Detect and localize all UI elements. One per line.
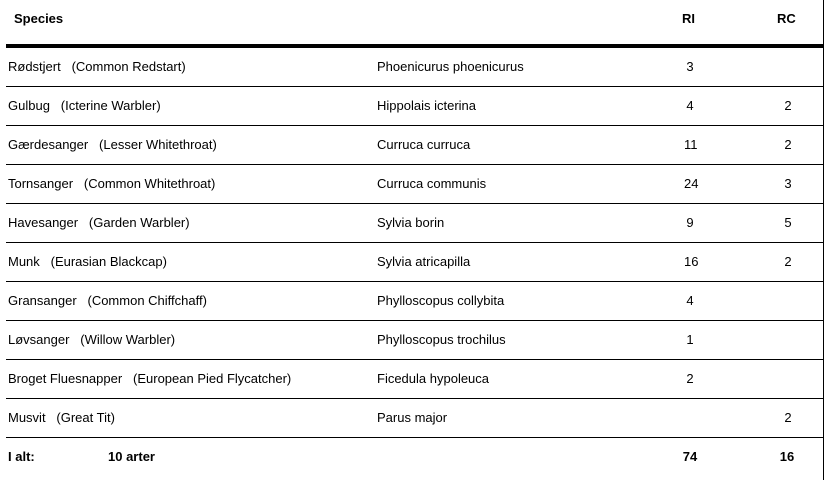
- rc-value: 3: [784, 176, 792, 191]
- latin-name: Ficedula hypoleuca: [377, 371, 490, 386]
- species-name: Rødstjert (Common Redstart): [8, 59, 186, 74]
- rc-value: 5: [784, 215, 792, 230]
- species-name: Gulbug (Icterine Warbler): [8, 98, 161, 113]
- rc-value: 2: [784, 254, 792, 269]
- table-row: [6, 321, 824, 360]
- header-rc: RC: [777, 11, 796, 26]
- species-name: Tornsanger (Common Whitethroat): [8, 176, 216, 191]
- latin-name: Hippolais icterina: [377, 98, 476, 113]
- ri-value: 9: [686, 215, 694, 230]
- latin-name: Curruca curruca: [377, 137, 471, 152]
- total-label: I alt:: [8, 449, 35, 464]
- ri-value: 4: [686, 293, 694, 308]
- ri-value: 2: [686, 371, 694, 386]
- latin-name: Sylvia borin: [377, 215, 445, 230]
- rc-value: 2: [784, 98, 792, 113]
- table-header: [6, 0, 824, 48]
- total-ri: 74: [682, 449, 698, 464]
- table-row: [6, 48, 824, 87]
- latin-name: Sylvia atricapilla: [377, 254, 471, 269]
- latin-name: Phylloscopus trochilus: [377, 332, 506, 347]
- table-row: [6, 87, 824, 126]
- species-name: Gransanger (Common Chiffchaff): [8, 293, 207, 308]
- species-name: Løvsanger (Willow Warbler): [8, 332, 176, 347]
- rc-value: 2: [784, 137, 792, 152]
- species-name: Broget Fluesnapper (European Pied Flycatcher): [8, 371, 292, 386]
- rc-value: 2: [784, 410, 792, 425]
- total-species-count: 10 arter: [108, 449, 155, 464]
- latin-name: Curruca communis: [377, 176, 487, 191]
- table-row: [6, 243, 824, 282]
- ri-value: 24: [684, 176, 699, 191]
- species-table: [6, 0, 824, 476]
- total-rc: 16: [779, 449, 795, 464]
- table-row: [6, 126, 824, 165]
- ri-value: 11: [684, 137, 698, 152]
- latin-name: Parus major: [377, 410, 448, 425]
- header-species: Species: [14, 11, 64, 26]
- species-name: Musvit (Great Tit): [8, 410, 115, 425]
- table-row: [6, 204, 824, 243]
- ri-value: 4: [686, 98, 694, 113]
- header-ri: RI: [682, 11, 695, 26]
- species-name: Havesanger (Garden Warbler): [8, 215, 190, 230]
- latin-name: Phoenicurus phoenicurus: [377, 59, 524, 74]
- species-name: Gærdesanger (Lesser Whitethroat): [8, 137, 217, 152]
- ri-value: 1: [686, 332, 694, 347]
- ri-value: 3: [686, 59, 694, 74]
- table-row: [6, 282, 824, 321]
- table-row: [6, 165, 824, 204]
- table-row: [6, 399, 824, 438]
- species-name: Munk (Eurasian Blackcap): [8, 254, 167, 269]
- table-row: [6, 360, 824, 399]
- latin-name: Phylloscopus collybita: [377, 293, 505, 308]
- ri-value: 16: [684, 254, 699, 269]
- total-row: [6, 438, 824, 476]
